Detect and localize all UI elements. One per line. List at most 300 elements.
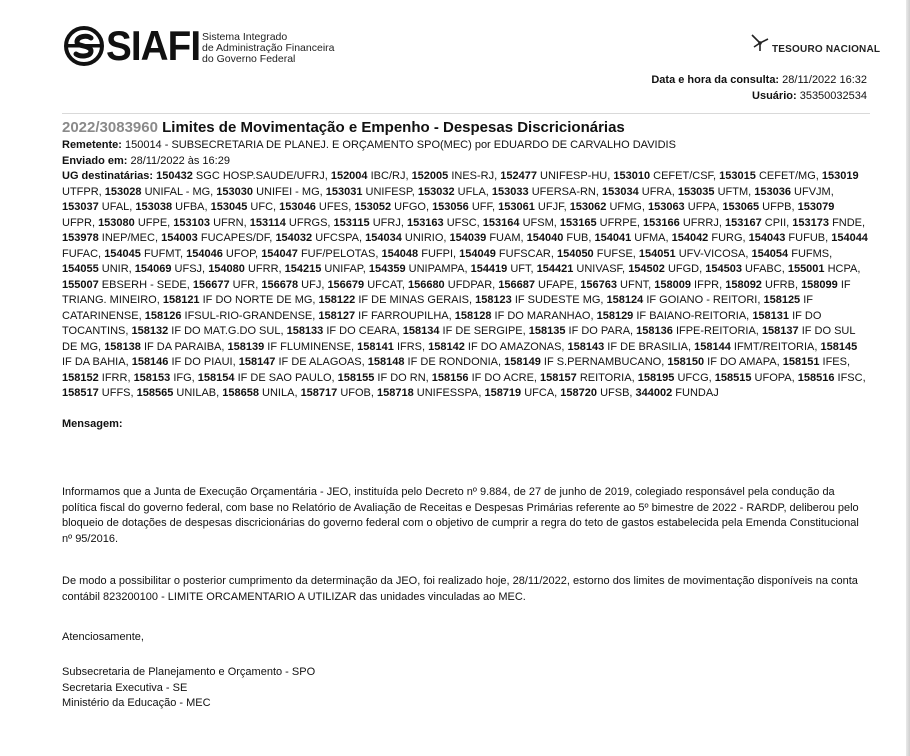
ug-name: UFPB, <box>759 201 795 213</box>
ug-item <box>715 372 795 384</box>
closing-text: Atenciosamente, <box>62 631 144 643</box>
ug-code: 154069 <box>134 263 172 275</box>
ug-name: UFBA, <box>172 201 208 213</box>
ug-item <box>557 248 636 260</box>
ug-name: IF DO ACRE, <box>468 371 537 384</box>
ug-item <box>98 217 170 229</box>
ug-item <box>636 325 759 337</box>
ug-code: 158146 <box>131 356 169 368</box>
ug-name: UNILA, <box>258 387 298 399</box>
ug-name: CPII, <box>761 216 790 229</box>
ug-code: 158154 <box>197 371 235 384</box>
ug-name: IF DO PARA, <box>565 325 634 337</box>
ug-item <box>667 356 779 368</box>
ug-item <box>163 294 316 306</box>
siafi-s-icon <box>64 26 104 66</box>
ug-name: UFMA, <box>634 232 669 244</box>
ug-code: 153036 <box>754 185 791 198</box>
ug-name: UNIPAMPA, <box>405 263 468 275</box>
ug-name: UFRR, <box>244 263 282 275</box>
ug-name: HCPA, <box>824 263 861 275</box>
ug-name: EBSERH - SEDE, <box>98 278 190 291</box>
ug-code: 158565 <box>136 387 174 399</box>
ug-code: 153028 <box>104 185 142 198</box>
ug-item <box>475 294 603 306</box>
ug-code: 152004 <box>330 170 368 182</box>
ug-code: 154046 <box>186 247 223 260</box>
ug-name: IF DE SAO PAULO, <box>234 371 335 384</box>
ug-code: 158121 <box>162 294 200 306</box>
ug-code: 154050 <box>556 247 594 260</box>
ug-code: 158136 <box>636 325 673 337</box>
ug-code: 155007 <box>62 278 99 291</box>
ug-item <box>754 186 834 198</box>
ug-code: 158155 <box>337 371 375 384</box>
ug-item <box>484 387 557 399</box>
ug-item <box>135 201 207 213</box>
ug-name: FARROUPILHA, <box>371 309 452 322</box>
ug-name: UFAL, <box>98 201 133 213</box>
consulta-value: 28/11/2022 16:32 <box>782 74 867 86</box>
ug-item <box>500 170 610 182</box>
ug-item <box>602 186 675 198</box>
ug-code: 158092 <box>725 278 762 291</box>
ug-item <box>228 341 278 353</box>
ug-code: 344002 <box>635 387 673 399</box>
ug-code: 158131 <box>752 309 790 322</box>
enviado-value: 28/11/2022 às 16:29 <box>130 154 230 167</box>
ug-name: UFOB, <box>337 387 374 399</box>
ug-name: UFSJ, <box>171 263 206 275</box>
ug-name: IF DO RN, <box>374 371 429 384</box>
ug-name: IF TRIANG. MINEIRO, <box>62 278 851 306</box>
ug-code: 158719 <box>484 387 522 399</box>
ug-code: 153019 <box>821 170 859 182</box>
ug-item <box>280 341 354 353</box>
ug-code: 153062 <box>569 201 607 213</box>
siafi-wordmark: SIAFI <box>106 22 201 69</box>
ug-code: 158122 <box>318 294 356 306</box>
ug-item <box>403 325 526 337</box>
ug-item <box>672 232 746 244</box>
ug-code: 156677 <box>192 278 230 291</box>
ug-code: 153046 <box>279 201 316 213</box>
ug-code: 158149 <box>504 356 541 368</box>
ug-item <box>408 279 495 291</box>
usuario-label: Usuário: <box>752 90 797 102</box>
ug-name: IF DA PARAIBA, <box>140 340 225 353</box>
ug-name: IF SUDESTE MG, <box>511 294 604 306</box>
ug-item <box>418 186 489 198</box>
ug-name: UFR, <box>229 278 259 291</box>
ug-code: 158143 <box>567 340 605 353</box>
ug-item <box>597 310 750 322</box>
ug-item <box>104 248 183 260</box>
ug-name: IFSC, <box>834 371 866 384</box>
ug-code: 152477 <box>500 170 537 182</box>
ug-name: IF DO MAT.G.DO SUL, <box>168 325 284 337</box>
signature-block <box>62 665 868 712</box>
ug-item <box>788 263 861 275</box>
message-document <box>62 118 868 430</box>
message-paragraph: Informamos que a Junta de Execução Orçamentária - JEO, instituída pelo Decreto nº 9.884, de 27 de junho de 2019, colegiado responsável pela condução da política fiscal do governo federal, com base no Relatório de Avaliação de Receitas e Despesas Primárias referente ao 5º bimestre de 2022 - RARDP, deliberou pelo bloqueio de dotações de despesas discricionárias do governo federal com o objetivo de cumprir a regra do teto de gastos estabelecida pela Emenda Constitucional nº 95/2016. <box>62 486 859 545</box>
ug-name: FUFMS, <box>788 247 833 260</box>
ug-item <box>749 232 829 244</box>
message-number: 2022/3083960 <box>62 119 158 136</box>
ug-name: IF DO <box>323 325 356 337</box>
ug-item <box>455 310 594 322</box>
ug-item <box>570 201 645 213</box>
ug-code: 153031 <box>325 185 363 198</box>
ug-item <box>719 170 819 182</box>
ug-code: 153035 <box>677 185 715 198</box>
ug-code: 154503 <box>705 263 742 275</box>
ug-item <box>427 294 472 306</box>
ug-code: 158147 <box>238 356 276 368</box>
ug-code: 153080 <box>98 216 135 229</box>
ug-name: IBC/RJ, <box>367 170 409 182</box>
ug-item <box>568 341 692 353</box>
ug-item <box>751 248 832 260</box>
tesouro-wordmark: TESOURO NACIONAL <box>772 44 881 55</box>
ug-name: UFPE, <box>134 216 171 229</box>
signature-line: Subsecretaria de Planejamento e Orçamento - SPO <box>62 666 316 678</box>
ug-item <box>62 232 158 244</box>
ug-name: UFTM, <box>714 185 752 198</box>
ug-code: 158133 <box>286 325 324 337</box>
ug-code: 158150 <box>667 356 705 368</box>
ug-code: 154047 <box>261 247 298 260</box>
ug-code: 154080 <box>208 263 245 275</box>
ug-name: IF <box>264 340 278 353</box>
ug-name: FUB, <box>563 232 592 244</box>
siafi-subtitle-line: Sistema Integrado <box>202 31 288 43</box>
ug-name: UFGD, <box>664 263 703 275</box>
mensagem-label: Mensagem: <box>62 417 123 430</box>
ug-item <box>135 263 205 275</box>
siafi-logo <box>64 22 208 69</box>
ug-item <box>412 170 498 182</box>
ug-code: 158515 <box>714 371 752 384</box>
ug-name: IFRR, <box>98 371 131 384</box>
ug-code: 153037 <box>62 201 99 213</box>
ug-name: IF DE ALAGOAS, <box>275 356 365 368</box>
ug-name: UFC, <box>247 201 277 213</box>
ug-code: 153166 <box>643 216 680 229</box>
ug-name: IF DO AMAZONAS, <box>464 340 565 353</box>
ug-name: UFMG, <box>606 201 645 213</box>
ug-item <box>643 217 680 229</box>
ug-code: 156679 <box>327 278 365 291</box>
ug-code: 156687 <box>498 278 535 291</box>
ug-item <box>483 217 557 229</box>
ug-name: SGC HOSP.SAUDE/UFRJ, <box>192 170 328 182</box>
ug-name: IF BAIANO-REITORIA, <box>633 309 750 322</box>
ug-item <box>145 310 316 322</box>
ug-name: FUFAC, <box>62 247 102 260</box>
ug-item <box>105 186 213 198</box>
ug-code: 150432 <box>156 170 193 182</box>
ug-code: 158156 <box>431 371 469 384</box>
ug-name: UFFS, <box>98 387 134 399</box>
ug-item <box>560 217 640 229</box>
ug-item <box>62 372 131 384</box>
siafi-subtitle-line: do Governo Federal <box>202 53 296 65</box>
ug-code: 153065 <box>722 201 760 213</box>
ug-code: 153061 <box>498 201 535 213</box>
ug-name: UNIFAP, <box>321 263 366 275</box>
ug-name: IF DO AMAPA, <box>704 356 780 368</box>
ug-destinatarias <box>62 169 868 402</box>
ug-name: IF DO SUL DE MG, <box>62 325 856 353</box>
ug-item <box>529 325 633 337</box>
ug-item <box>595 232 632 244</box>
ug-item <box>338 372 429 384</box>
ug-code: 158157 <box>540 371 577 384</box>
ug-code: 154034 <box>365 232 402 244</box>
ug-code: 154045 <box>104 247 141 260</box>
ug-code: 158137 <box>761 325 799 337</box>
ug-item <box>377 387 481 399</box>
ug-name: UFOPA, <box>751 371 795 384</box>
ug-name: IF DO NORTE DE MG, <box>199 294 316 306</box>
ug-name: UTFPR, <box>62 185 102 198</box>
ug-item <box>432 372 537 384</box>
siafi-subtitle <box>202 32 335 65</box>
header-divider <box>62 113 870 114</box>
ug-code: 153032 <box>417 185 455 198</box>
ug-name: IF S.PERNAMBUCANO, <box>540 356 665 368</box>
ug-name: FUFUB, <box>785 232 829 244</box>
enviado-label: Enviado em: <box>62 154 128 167</box>
tesouro-logo <box>748 28 880 55</box>
ug-name: UFJF, <box>534 201 567 213</box>
ug-name: IF CATARINENSE, <box>62 294 814 322</box>
ug-item <box>492 186 599 198</box>
ug-name: UFRPE, <box>596 216 640 229</box>
ug-code: 156763 <box>580 278 617 291</box>
ug-code: 154042 <box>671 232 709 244</box>
ug-code: 154044 <box>831 232 868 244</box>
ug-name: UFABC, <box>741 263 785 275</box>
remetente-line <box>62 138 868 154</box>
message-subject: Limites de Movimentação e Empenho - Despesas Discricionárias <box>162 119 625 136</box>
ug-item <box>371 310 452 322</box>
ug-code: 153038 <box>135 201 173 213</box>
ug-name: FUFMT, <box>140 247 184 260</box>
ug-name: UFPA, <box>684 201 720 213</box>
ug-name: IF DA BAHIA, <box>62 356 129 368</box>
ug-code: 158153 <box>133 371 171 384</box>
ug-name: UFPR, <box>62 216 95 229</box>
ug-code: 154048 <box>381 247 419 260</box>
ug-item <box>319 294 425 306</box>
ug-name: UFCAT, <box>364 278 405 291</box>
ug-name: UFCA, <box>521 387 558 399</box>
ug-code: 158138 <box>104 340 141 353</box>
ug-code: 158126 <box>144 309 182 322</box>
ug-code: 156680 <box>407 278 445 291</box>
message-title <box>62 118 868 138</box>
ug-item <box>537 263 625 275</box>
ug-item <box>62 201 132 213</box>
ug-item <box>722 201 794 213</box>
ug-code: 158720 <box>560 387 598 399</box>
ug-name: IFES, <box>819 356 851 368</box>
ug-item <box>198 372 335 384</box>
ug-name: UFNT, <box>616 278 652 291</box>
ug-name: FUFSCAR, <box>495 247 554 260</box>
ug-item <box>62 263 132 275</box>
ug-name: UFSM, <box>519 216 557 229</box>
ug-name: UFCSPA, <box>312 232 363 244</box>
ug-code: 154041 <box>594 232 632 244</box>
ug-code: 155001 <box>787 263 825 275</box>
ug-code: 158142 <box>428 340 465 353</box>
ug-item <box>261 248 378 260</box>
ug-name: UFGO, <box>391 201 429 213</box>
ug-name: INES-RJ, <box>448 170 498 182</box>
ug-code: 158099 <box>801 278 838 291</box>
ug-item <box>654 279 722 291</box>
ug-code: 158128 <box>454 309 492 322</box>
ug-code: 158144 <box>694 340 731 353</box>
ug-code: 154043 <box>748 232 786 244</box>
ug-item <box>683 217 722 229</box>
ug-name: IF GOIANO - REITORI, <box>643 294 761 306</box>
ug-item <box>580 279 651 291</box>
ug-code: 158717 <box>300 387 338 399</box>
ug-code: 158134 <box>402 325 440 337</box>
ug-item <box>639 248 748 260</box>
ug-name: CEFET/CSF, <box>650 170 717 182</box>
ug-item <box>636 387 719 399</box>
ug-code: 153103 <box>173 216 211 229</box>
ug-code: 154421 <box>536 263 574 275</box>
ug-code: 158718 <box>377 387 414 399</box>
ug-name: FUF/PELOTAS, <box>297 247 379 260</box>
header <box>0 0 910 110</box>
ug-item <box>369 263 468 275</box>
ug-item <box>471 263 534 275</box>
ug-code: 154003 <box>161 232 198 244</box>
ug-code: 154032 <box>275 232 313 244</box>
ug-name: UFSB, <box>597 387 633 399</box>
ug-item <box>783 356 850 368</box>
ug-code: 158132 <box>131 325 169 337</box>
ug-code: 154049 <box>459 247 496 260</box>
signature-line: Ministério da Educação - MEC <box>62 697 211 709</box>
ug-code: 153115 <box>333 216 370 229</box>
ug-name: UFOP, <box>222 247 259 260</box>
ug-item <box>792 217 865 229</box>
ug-item <box>301 387 374 399</box>
ug-item <box>678 186 751 198</box>
ug-code: 153079 <box>797 201 835 213</box>
ug-name: UNIFEI - MG, <box>253 185 323 198</box>
ug-code: 154419 <box>470 263 508 275</box>
ug-item <box>161 232 272 244</box>
ug-code: 154051 <box>638 247 676 260</box>
ug-item <box>381 248 456 260</box>
ug-item <box>407 217 480 229</box>
ug-code: 154055 <box>62 263 99 275</box>
ug-name: IFG, <box>170 371 195 384</box>
ug-code: 153167 <box>725 216 762 229</box>
ug-item <box>628 263 702 275</box>
ug-name: IF DE MINAS <box>355 294 425 306</box>
ug-name: UNIFAL - MG, <box>141 185 214 198</box>
ug-item <box>186 248 258 260</box>
ug-code: 153033 <box>491 185 529 198</box>
ug-item <box>368 356 501 368</box>
ug-name: UFT, <box>507 263 534 275</box>
ug-item <box>354 201 429 213</box>
ug-name: FUFPI, <box>418 247 457 260</box>
ug-item <box>216 186 322 198</box>
ug-item <box>134 372 195 384</box>
ug-code: 158009 <box>654 278 691 291</box>
ug-code: 154359 <box>368 263 406 275</box>
ug-item <box>634 232 668 244</box>
ug-code: 158129 <box>596 309 634 322</box>
enviado-line <box>62 154 868 170</box>
ug-item <box>725 279 798 291</box>
ug-code: 154054 <box>751 247 789 260</box>
ug-item <box>365 232 446 244</box>
page-edge <box>906 0 910 756</box>
ug-item <box>287 325 356 337</box>
ug-code: 158195 <box>637 371 675 384</box>
ug-code: 153164 <box>482 216 520 229</box>
ug-name: UFRB, <box>761 278 798 291</box>
ug-name: UFF, <box>468 201 496 213</box>
ug-name: IFRS, <box>393 340 426 353</box>
ug-code: 153978 <box>62 232 99 244</box>
ug-name: UFRGS, <box>285 216 331 229</box>
ug-name: IFPE-REITORIA, <box>672 325 759 337</box>
ug-name: IF DE RONDONIA, <box>404 356 502 368</box>
remetente-value: 150014 - SUBSECRETARIA DE PLANEJ. E ORÇAMENTO SPO(MEC) por EDUARDO DE CARVALHO DAVIDIS <box>124 139 676 151</box>
ug-code: 158516 <box>797 371 835 384</box>
ug-item <box>156 170 328 182</box>
ug-item <box>560 387 632 399</box>
ug-name: UNIFESP-HU, <box>536 170 611 182</box>
ug-name: UFRA, <box>638 185 675 198</box>
ug-name: UNIFESSPA, <box>413 387 482 399</box>
ug-name: IF DE BRASILIA, <box>604 340 692 353</box>
ug-code: 158145 <box>820 340 858 353</box>
ug-name: CEARA, <box>358 325 400 337</box>
ug-item <box>285 263 366 275</box>
ug-code: 158125 <box>763 294 801 306</box>
ug-item <box>638 372 712 384</box>
ug-item <box>222 387 297 399</box>
ug-name: UFDPAR, <box>444 278 496 291</box>
ug-name: IFPR, <box>690 278 723 291</box>
ug-code: 153015 <box>719 170 756 182</box>
ug-code: 153010 <box>613 170 651 182</box>
ug-name: UFLA, <box>454 185 489 198</box>
ug-item <box>318 310 368 322</box>
ug-name: IF DE SERGIPE, <box>439 325 526 337</box>
ug-item <box>613 170 716 182</box>
ug-code: 153165 <box>559 216 597 229</box>
ug-code: 152005 <box>411 170 449 182</box>
ug-name: UFJ, <box>298 278 325 291</box>
ug-item <box>357 341 425 353</box>
ug-label: UG destinatárias: <box>62 170 154 182</box>
